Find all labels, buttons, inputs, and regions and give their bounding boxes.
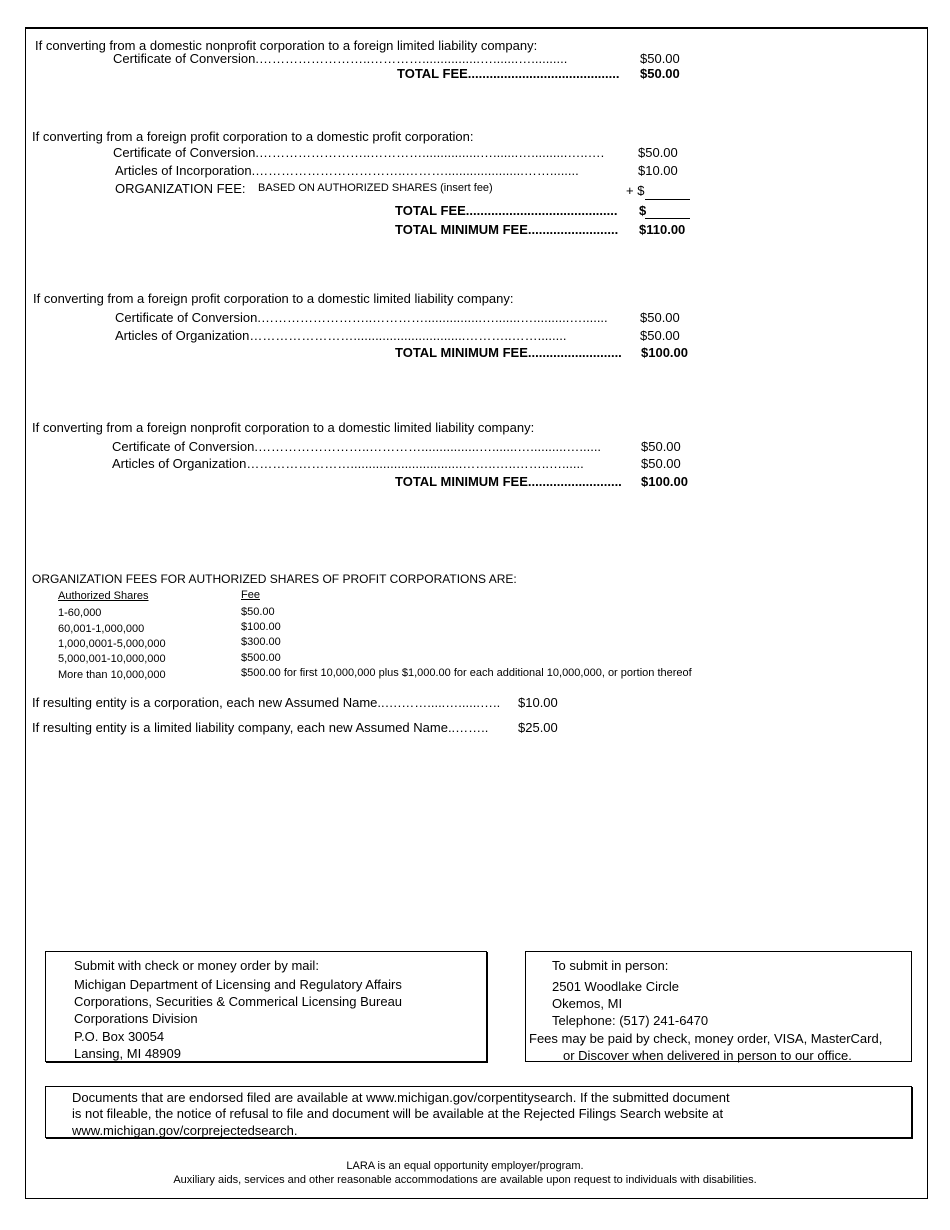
in-person-heading: To submit in person:: [552, 958, 669, 973]
section-2-total-blank[interactable]: [645, 218, 690, 219]
section-2-articles-label: Articles of Incorporation.……………………………..………......................……........: [115, 163, 579, 178]
org-fees-shares-4: 5,000,001-10,000,000: [58, 653, 166, 665]
section-4-articles-label: Articles of Organization……………………...............................……..…..……..…......: [112, 456, 584, 471]
mail-box-line-5: Lansing, MI 48909: [74, 1046, 181, 1061]
section-2-org-fee-prefix: + $: [626, 183, 645, 198]
section-3-articles-amount: $50.00: [640, 328, 680, 343]
assumed-name-corp-label: If resulting entity is a corporation, each new Assumed Name..….…….....…......…..: [32, 695, 501, 710]
section-4-min-label: TOTAL MINIMUM FEE..........................: [395, 474, 622, 489]
section-3-min-label: TOTAL MINIMUM FEE..........................: [395, 345, 622, 360]
mail-box-line-1: Michigan Department of Licensing and Regulatory Affairs: [74, 977, 402, 992]
org-fees-shares-5: More than 10,000,000: [58, 669, 166, 681]
section-3-articles-label: Articles of Organization……………………...............................………..……........: [115, 328, 567, 343]
assumed-name-corp-amount: $10.00: [518, 695, 558, 710]
org-fees-fee-5: $500.00 for first 10,000,000 plus $1,000.00 for each additional 10,000,000, or portion thereof: [241, 667, 692, 679]
section-3-certificate-label: Certificate of Conversion.……………………..…………................….......…..........….......: [115, 310, 608, 325]
section-3-heading: If converting from a foreign profit corporation to a domestic limited liability company:: [33, 291, 514, 306]
org-fees-fee-2: $100.00: [241, 621, 281, 633]
in-person-payment-1: Fees may be paid by check, money order, VISA, MasterCard,: [529, 1031, 883, 1046]
assumed-name-llc-amount: $25.00: [518, 720, 558, 735]
org-fees-shares-1: 1-60,000: [58, 607, 102, 619]
org-fees-fee-4: $500.00: [241, 652, 281, 664]
documents-line-3: www.michigan.gov/corprejectedsearch.: [72, 1123, 298, 1138]
in-person-address-1: 2501 Woodlake Circle: [552, 979, 679, 994]
documents-line-2: is not fileable, the notice of refusal to file and document will be available at the Rejected Filings Search website at: [72, 1106, 724, 1121]
section-4-certificate-amount: $50.00: [641, 439, 681, 454]
section-2-total-amount: $: [639, 203, 647, 218]
section-4-articles-amount: $50.00: [641, 456, 681, 471]
documents-line-1: Documents that are endorsed filed are available at www.michigan.gov/corpentitysearch. If the submitted document: [72, 1090, 730, 1105]
org-fees-col-fee: Fee: [241, 589, 260, 601]
section-1-certificate-amount: $50.00: [640, 51, 680, 66]
org-fees-shares-2: 60,001-1,000,000: [58, 623, 145, 635]
org-fees-fee-3: $300.00: [241, 636, 281, 648]
section-2-min-label: TOTAL MINIMUM FEE.........................: [395, 222, 619, 237]
org-fees-heading: ORGANIZATION FEES FOR AUTHORIZED SHARES OF PROFIT CORPORATIONS ARE:: [32, 572, 517, 586]
section-4-certificate-label: Certificate of Conversion.……………………..…………................….......…..........…......: [112, 439, 602, 454]
section-3-certificate-amount: $50.00: [640, 310, 680, 325]
section-2-min-amount: $110.00: [639, 222, 686, 237]
in-person-address-2: Okemos, MI: [552, 996, 623, 1011]
section-2-certificate-amount: $50.00: [638, 145, 678, 160]
assumed-name-llc-label: If resulting entity is a limited liability company, each new Assumed Name..……..: [32, 720, 489, 735]
section-4-heading: If converting from a foreign nonprofit corporation to a domestic limited liability company:: [32, 420, 535, 435]
section-2-articles-amount: $10.00: [638, 163, 678, 178]
section-2-total-label: TOTAL FEE..........................................: [395, 203, 618, 218]
mail-box-line-3: Corporations Division: [74, 1011, 198, 1026]
section-1-total-amount: $50.00: [640, 66, 680, 81]
section-2-org-fee-label: ORGANIZATION FEE:: [115, 181, 246, 196]
org-fees-fee-1: $50.00: [241, 606, 275, 618]
section-3-min-amount: $100.00: [641, 345, 688, 360]
mail-box-line-2: Corporations, Securities & Commerical Licensing Bureau: [74, 994, 403, 1009]
section-1-heading: If converting from a domestic nonprofit corporation to a foreign limited liability company:: [35, 38, 538, 53]
in-person-payment-2: or Discover when delivered in person to our office.: [563, 1048, 852, 1063]
section-1-certificate-label: Certificate of Conversion.……………………..…………................….......…..........: [113, 51, 568, 66]
footer-line-2: Auxiliary aids, services and other reasonable accommodations are available upon request to individuals with disabilities.: [173, 1174, 757, 1186]
section-1-total-label: TOTAL FEE..........................................: [397, 66, 620, 81]
in-person-phone: Telephone: (517) 241-6470: [552, 1013, 709, 1028]
section-2-certificate-label: Certificate of Conversion.……………………..…………................….......…..........…..….: [113, 145, 605, 160]
org-fees-col-shares: Authorized Shares: [58, 590, 149, 602]
mail-box-line-4: P.O. Box 30054: [74, 1029, 165, 1044]
footer-line-1: LARA is an equal opportunity employer/program.: [346, 1160, 584, 1172]
section-4-min-amount: $100.00: [641, 474, 688, 489]
mail-box-heading: Submit with check or money order by mail:: [74, 958, 319, 973]
org-fees-shares-3: 1,000,0001-5,000,000: [58, 638, 166, 650]
section-2-org-fee-blank[interactable]: [645, 199, 690, 200]
section-2-org-fee-note: BASED ON AUTHORIZED SHARES (insert fee): [258, 182, 493, 194]
section-2-heading: If converting from a foreign profit corporation to a domestic profit corporation:: [32, 129, 474, 144]
